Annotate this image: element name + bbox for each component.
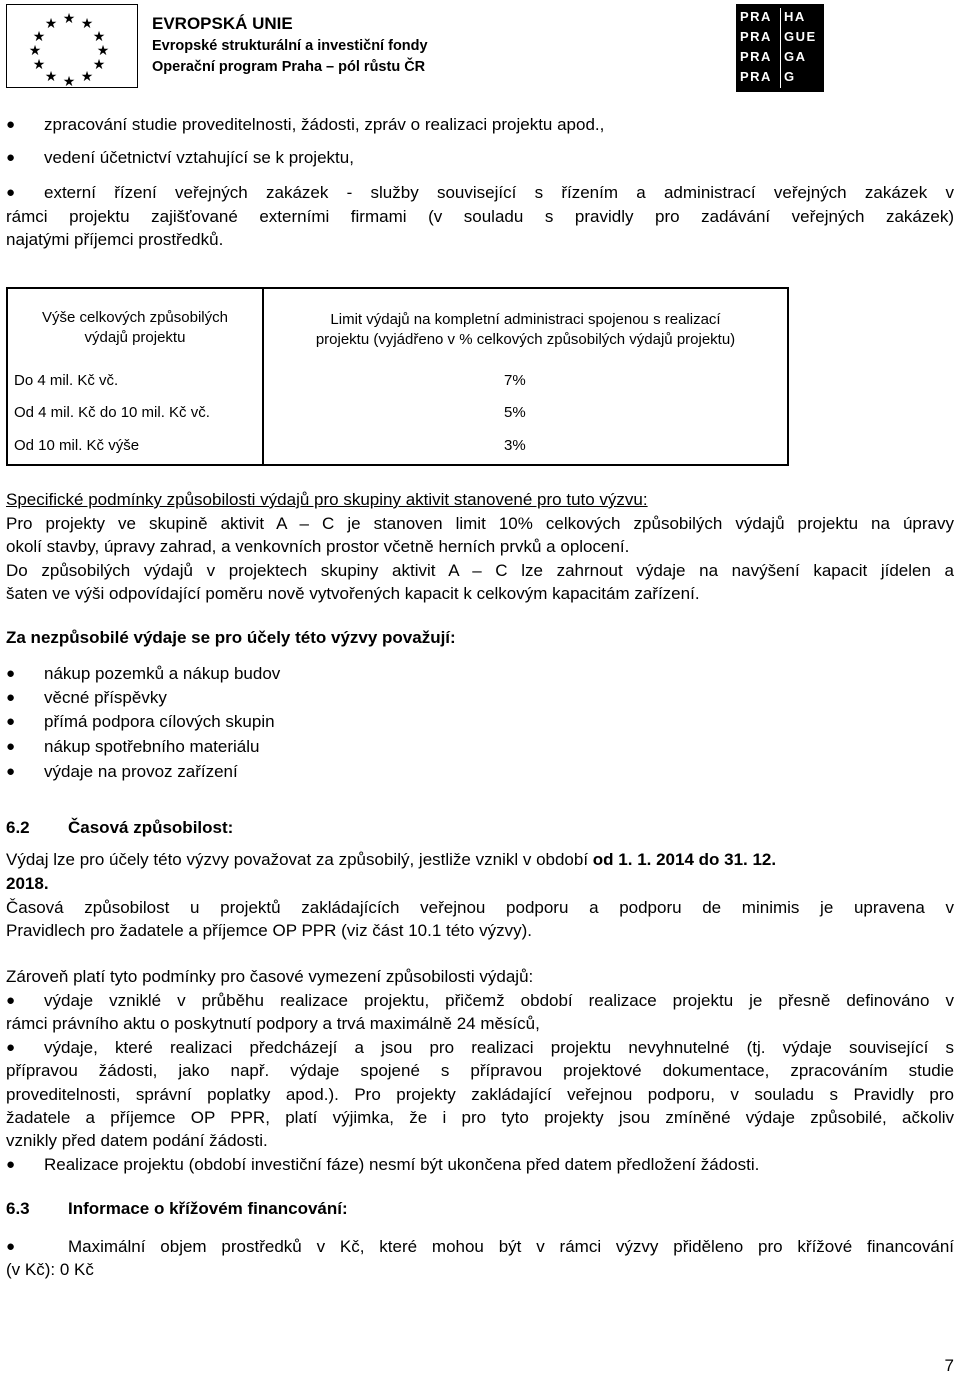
paragraph: okolí stavby, úpravy zahrad, a venkovních prostor včetně herních prvků a oplocení.: [6, 537, 630, 556]
bullet-icon: ●: [6, 992, 16, 1009]
bullet-icon: ●: [6, 665, 16, 682]
table-header-right: Limit výdajů na kompletní administraci spojenou s realizací projektu (vyjádřeno v % celkových způsobilých výdajů projektu): [315, 311, 736, 348]
svg-text:★: ★: [96, 42, 110, 58]
praha-logo-text: PRA: [740, 69, 772, 84]
praha-logo-text: GA: [784, 49, 807, 64]
eu-subtitle-programme: Operační program Praha – pól růstu ČR: [152, 59, 426, 75]
svg-text:★: ★: [80, 68, 94, 84]
list-item: výdaje, které realizaci předcházejí a jsou pro realizaci projektu nevyhnutelné (tj. výdaje související s: [44, 1038, 954, 1057]
paragraph: Časová způsobilost u projektů zakládajících veřejnou podporu a podporu de minimis je upravena v: [6, 898, 954, 917]
section-number: 6.3: [6, 1199, 30, 1218]
paragraph: Pravidlech pro žadatele a příjemce OP PPR (viz část 10.1 této výzvy).: [6, 921, 532, 940]
list-item: výdaje na provoz zařízení: [44, 762, 238, 781]
page-number: 7: [944, 1356, 954, 1375]
svg-text:★: ★: [62, 10, 76, 26]
paragraph: 2018.: [6, 874, 49, 893]
praha-logo-text: G: [784, 69, 796, 84]
section-title: Časová způsobilost:: [68, 818, 234, 837]
bullet-icon: ●: [6, 738, 16, 755]
bullet-icon: ●: [6, 689, 16, 706]
table-cell-limit: 7%: [504, 372, 526, 389]
list-item-continued: (v Kč): 0 Kč: [6, 1260, 94, 1279]
praha-logo-text: PRA: [740, 29, 772, 44]
list-item: nákup spotřebního materiálu: [44, 737, 260, 756]
praha-logo-text: GUE: [784, 29, 817, 44]
bullet-icon: ●: [6, 1039, 16, 1056]
svg-text:★: ★: [92, 28, 106, 44]
section-title: Informace o křížovém financování:: [68, 1199, 348, 1218]
bullet-icon: ●: [6, 763, 16, 780]
table-cell-limit: 3%: [504, 437, 526, 454]
table-cell-limit: 5%: [504, 404, 526, 421]
svg-text:★: ★: [32, 56, 46, 72]
table-cell-range: Od 4 mil. Kč do 10 mil. Kč vč.: [14, 404, 210, 421]
praha-logo-text: PRA: [740, 49, 772, 64]
list-item-continued: proveditelnosti, správní poplatky apod.). Pro projekty zakládající veřejnou podporu, v souladu s Pravidly pro: [6, 1085, 954, 1104]
section-number: 6.2: [6, 818, 30, 837]
bullet-icon: ●: [6, 1156, 16, 1173]
list-item: věcné příspěvky: [44, 688, 167, 707]
paragraph: Výdaj lze pro účely této výzvy považovat za způsobilý, jestliže vznikl v období od 1. 1. 2014 do 31. 12.: [6, 850, 777, 869]
svg-text:★: ★: [80, 15, 94, 31]
bullet-icon: ●: [6, 1238, 16, 1255]
list-item-continued: žadatele a příjemce OP PPR, platí výjimka, že i pro tyto projekty jsou zmíněné výdaje způsobilé, ačkoliv: [6, 1108, 954, 1127]
list-item-continued: rámci právního aktu o poskytnutí podpory a trvá maximálně 24 měsíců,: [6, 1014, 540, 1033]
bullet-icon: ●: [6, 184, 16, 201]
eu-subtitle-funds: Evropské strukturální a investiční fondy: [152, 38, 428, 54]
list-item: Realizace projektu (období investiční fáze) nesmí být ukončena před datem předložení žádosti.: [44, 1155, 760, 1174]
svg-text:★: ★: [62, 73, 76, 87]
paragraph: Pro projekty ve skupině aktivit A – C je stanoven limit 10% celkových způsobilých výdajů projektu na úpravy: [6, 514, 954, 533]
list-item: Maximální objem prostředků v Kč, které mohou být v rámci výzvy přiděleno pro křížové financování: [68, 1237, 954, 1256]
eu-flag-logo: [6, 4, 138, 88]
list-item: nákup pozemků a nákup budov: [44, 664, 281, 683]
list-item: zpracování studie proveditelnosti, žádosti, zpráv o realizaci projektu apod.,: [44, 115, 605, 134]
praha-logo-text: HA: [784, 9, 806, 24]
svg-text:★: ★: [92, 56, 106, 72]
list-item: výdaje vzniklé v průběhu realizace projektu, přičemž období realizace projektu je přesně definováno v: [44, 991, 954, 1010]
svg-text:★: ★: [32, 28, 46, 44]
bullet-icon: ●: [6, 149, 16, 166]
list-item-continued: vznikly před datem podání žádosti.: [6, 1131, 268, 1150]
admin-cost-limit-table: [6, 287, 789, 466]
paragraph: Zároveň platí tyto podmínky pro časové vymezení způsobilosti výdajů:: [6, 967, 534, 986]
list-item: přímá podpora cílových skupin: [44, 712, 275, 731]
list-item-continued: rámci projektu zajišťované externími firmami (v souladu s pravidly pro zadávání veřejných zakázek): [6, 207, 954, 226]
table-cell-range: Od 10 mil. Kč výše: [14, 437, 140, 454]
eu-title: EVROPSKÁ UNIE: [152, 14, 293, 33]
table-cell-range: Do 4 mil. Kč vč.: [14, 372, 119, 389]
bullet-icon: ●: [6, 713, 16, 730]
bullet-icon: ●: [6, 116, 16, 133]
praha-logo-divider: [780, 8, 781, 88]
svg-text:★: ★: [44, 15, 58, 31]
table-header-left: Výše celkových způsobilých výdajů projektu: [42, 309, 228, 346]
paragraph: šaten ve výši odpovídající poměru nově vytvořených kapacit k celkovým kapacitám zařízení.: [6, 584, 700, 603]
list-item-continued: přípravou žádosti, jako např. výdaje spojené s přípravou projektové dokumentace, zpracováním studie: [6, 1061, 954, 1080]
ineligible-heading: Za nezpůsobilé výdaje se pro účely této výzvy považují:: [6, 628, 456, 647]
eu-stars-icon: [7, 5, 137, 87]
praha-logo: [736, 4, 824, 92]
specific-conditions-heading: Specifické podmínky způsobilosti výdajů pro skupiny aktivit stanovené pro tuto výzvu:: [6, 490, 648, 509]
list-item-continued: najatými příjemci prostředků.: [6, 230, 224, 249]
praha-logo-text: PRA: [740, 9, 772, 24]
list-item: externí řízení veřejných zakázek - služby související s řízením a administrací veřejných zakázek v: [44, 183, 954, 202]
list-item: vedení účetnictví vztahující se k projektu,: [44, 148, 354, 167]
paragraph: Do způsobilých výdajů v projektech skupiny aktivit A – C lze zahrnout výdaje na navýšení kapacit jídelen a: [6, 561, 954, 580]
svg-text:★: ★: [28, 42, 42, 58]
svg-text:★: ★: [44, 68, 58, 84]
